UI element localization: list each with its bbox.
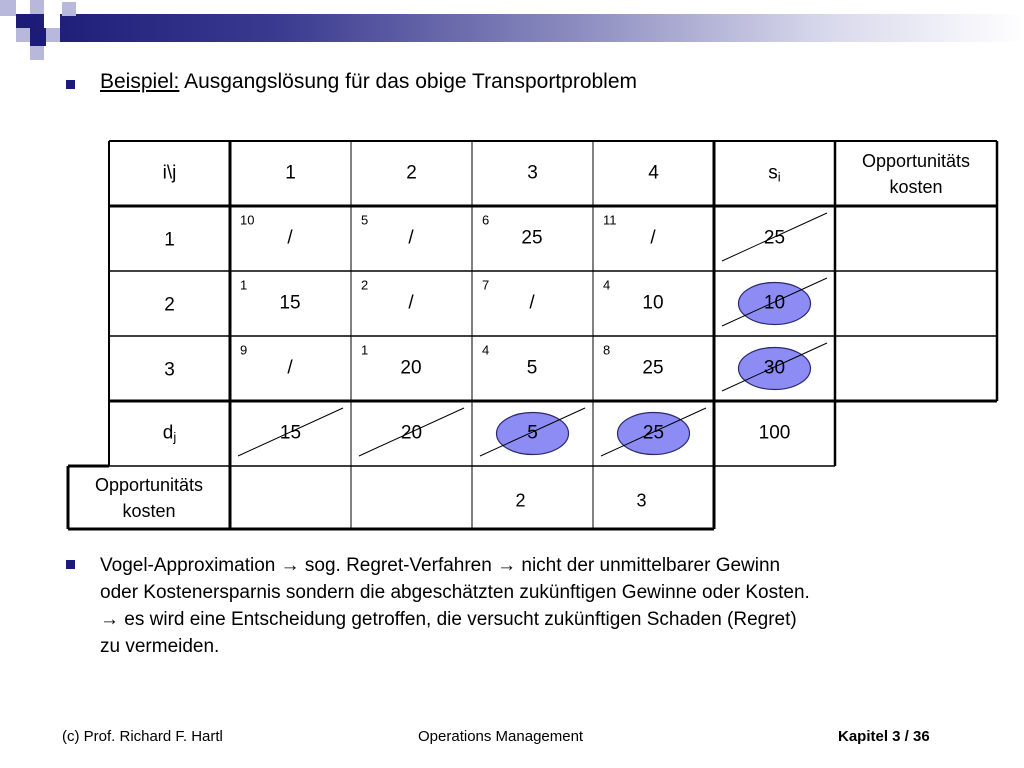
- heading-text: Ausgangslösung für das obige Transportproblem: [179, 70, 638, 93]
- opportunity-value: 2: [515, 490, 526, 511]
- total-value: 100: [758, 422, 791, 444]
- cost-value: 4: [603, 277, 611, 293]
- paragraph-line: Vogel-Approximation → sog. Regret-Verfahren → nicht der unmittelbarer Gewinn: [100, 555, 781, 576]
- column-header: 3: [527, 162, 538, 184]
- row-label: 3: [164, 359, 175, 381]
- row-label: 1: [164, 229, 175, 251]
- footer-course: Operations Management: [418, 728, 584, 745]
- footer-page: Kapitel 3 / 36: [838, 728, 930, 745]
- column-header: 1: [285, 162, 296, 184]
- vogel-paragraph: [100, 552, 980, 660]
- allocation-value: 25: [521, 227, 543, 249]
- cost-value: 11: [603, 212, 617, 228]
- footer-author: (c) Prof. Richard F. Hartl: [62, 728, 223, 745]
- row-label: 2: [164, 294, 175, 316]
- cost-value: 1: [361, 342, 369, 358]
- column-header: 2: [406, 162, 417, 184]
- allocation-value: /: [287, 227, 293, 249]
- allocation-value: 10: [642, 292, 664, 314]
- allocation-value: 15: [279, 292, 301, 314]
- cost-value: 4: [482, 342, 490, 358]
- supply-value: 30: [763, 357, 786, 379]
- cost-value: 1: [240, 277, 248, 293]
- demand-value: 5: [527, 422, 538, 444]
- heading-label: Beispiel:: [100, 70, 180, 93]
- column-header: 4: [648, 162, 659, 184]
- opportunity-header: kosten: [889, 176, 943, 197]
- paragraph-line: → es wird eine Entscheidung getroffen, die versucht zukünftigen Schaden (Regret): [100, 609, 797, 630]
- demand-label: $d_j$: [162, 422, 177, 445]
- opportunity-row-label: kosten: [122, 500, 176, 521]
- cost-value: 8: [603, 342, 611, 358]
- cost-value: 10: [240, 212, 255, 228]
- paragraph-line: zu vermeiden.: [100, 636, 220, 657]
- paragraph-line: oder Kostenersparnis sondern die abgeschätzten zukünftigen Gewinne oder Kosten.: [100, 582, 810, 603]
- corner-label: i\j: [162, 162, 177, 184]
- demand-value: 15: [279, 422, 302, 444]
- opportunity-header: Opportunitäts: [861, 150, 971, 171]
- cost-value: 7: [482, 277, 490, 293]
- cost-value: 5: [361, 212, 369, 228]
- allocation-value: /: [408, 292, 414, 314]
- allocation-value: /: [408, 227, 414, 249]
- cost-value: 9: [240, 342, 248, 358]
- supply-value: 25: [763, 227, 786, 249]
- cost-value: 6: [482, 212, 490, 228]
- demand-value: 20: [400, 422, 423, 444]
- supply-value: 10: [763, 292, 786, 314]
- allocation-value: 25: [642, 357, 664, 379]
- cost-value: 2: [361, 277, 369, 293]
- demand-value: 25: [642, 422, 665, 444]
- allocation-value: /: [650, 227, 656, 249]
- allocation-value: 5: [526, 357, 538, 379]
- bullet-icon: [66, 560, 75, 569]
- supply-header: $s_i$: [768, 162, 781, 185]
- opportunity-value: 3: [636, 490, 647, 511]
- allocation-value: 20: [400, 357, 422, 379]
- allocation-value: /: [287, 357, 293, 379]
- opportunity-row-label: Opportunitäts: [94, 474, 204, 495]
- allocation-value: /: [529, 292, 535, 314]
